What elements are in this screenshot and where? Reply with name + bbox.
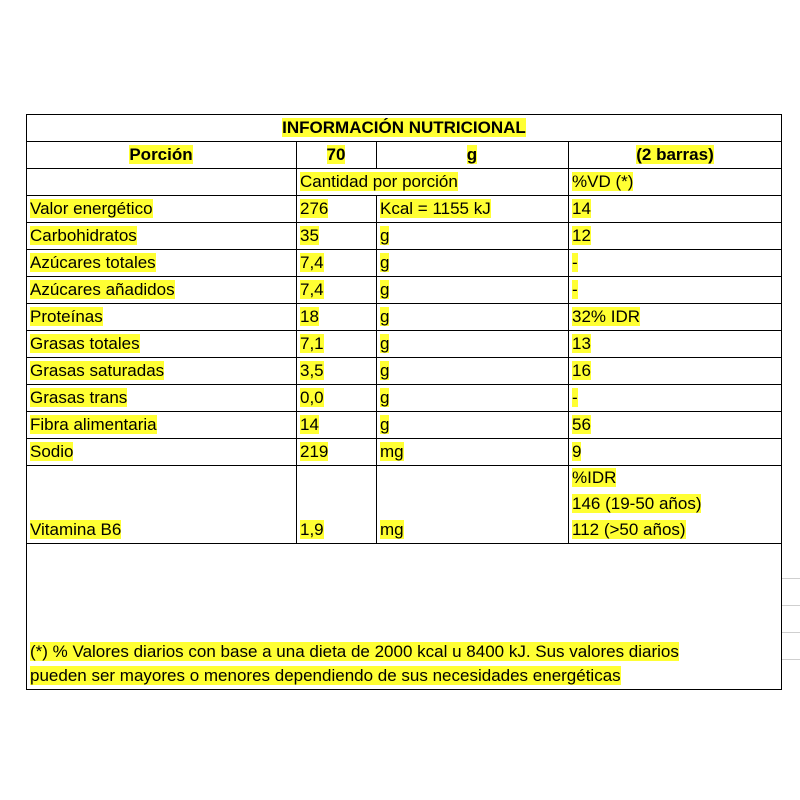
nutrient-amount: 7,4	[300, 253, 324, 272]
nutrient-unit: g	[380, 280, 390, 299]
nutrient-name: Grasas trans	[30, 388, 128, 407]
nutrient-unit-cell	[380, 226, 389, 246]
nutrient-name: Carbohidratos	[30, 226, 137, 245]
portion-amount-cell	[296, 145, 376, 165]
footnote-line-2	[30, 664, 621, 688]
nutrient-vd: 13	[572, 334, 591, 353]
nutrient-vd-cell	[572, 442, 581, 462]
nutrient-amount-cell	[300, 199, 328, 219]
title-text: INFORMACIÓN NUTRICIONAL	[282, 118, 526, 137]
nutrient-unit-cell	[380, 280, 389, 300]
nutrient-unit: mg	[380, 442, 404, 461]
row-divider	[26, 168, 782, 169]
nutrient-vd: 14	[572, 199, 591, 218]
nutrient-vd: 9	[572, 442, 582, 461]
nutrient-vd-cell	[572, 253, 578, 273]
nutrient-unit-cell	[380, 361, 389, 381]
nutrient-name: Fibra alimentaria	[30, 415, 157, 434]
nutrient-name: Grasas totales	[30, 334, 140, 353]
column-divider	[568, 141, 569, 543]
nutrient-name-cell	[30, 307, 103, 327]
nutrient-amount-cell	[300, 280, 324, 300]
nutrient-name-cell	[30, 415, 157, 435]
portion-unit: g	[466, 145, 478, 164]
nutrient-unit-cell	[380, 307, 389, 327]
nutrient-name: Proteínas	[30, 307, 103, 326]
vd-header: %VD (*)	[572, 172, 634, 191]
nutrient-amount-cell	[300, 388, 324, 408]
edge-mark	[782, 605, 800, 606]
nutrient-vd-cell	[572, 307, 640, 327]
nutrient-unit-cell	[380, 442, 404, 462]
nutrient-unit: g	[380, 361, 390, 380]
nutrient-unit-cell	[380, 199, 491, 219]
nutrient-name: Azúcares añadidos	[30, 280, 175, 299]
nutrient-vd-cell	[572, 388, 578, 408]
vitamin-idr-label: %IDR	[572, 468, 617, 487]
footnote-text-2: pueden ser mayores o menores dependiendo de sus necesidades energéticas	[30, 666, 621, 685]
nutrient-amount-cell	[300, 415, 319, 435]
vitamin-idr-adults: 146 (19-50 años)	[572, 494, 702, 513]
row-divider	[26, 384, 782, 385]
nutrient-vd: 12	[572, 226, 591, 245]
nutrient-vd-cell	[572, 361, 591, 381]
nutrient-unit: g	[380, 307, 390, 326]
row-divider	[26, 330, 782, 331]
nutrient-amount-cell	[300, 361, 324, 381]
row-divider	[26, 195, 782, 196]
portion-description-cell	[568, 145, 782, 165]
nutrient-name: Sodio	[30, 442, 74, 461]
nutrient-amount: 276	[300, 199, 329, 218]
nutrient-unit: g	[380, 226, 390, 245]
edge-mark	[782, 632, 800, 633]
nutrient-unit: Kcal = 1155 kJ	[380, 199, 491, 218]
nutrient-amount: 7,1	[300, 334, 324, 353]
nutrient-vd: -	[572, 280, 578, 299]
row-divider	[26, 303, 782, 304]
nutrient-name: Valor energético	[30, 199, 153, 218]
portion-description: (2 barras)	[636, 145, 714, 164]
vitamin-idr-seniors-cell	[572, 520, 686, 540]
vitamin-amount: 1,9	[300, 520, 324, 539]
nutrient-vd-cell	[572, 226, 591, 246]
nutrient-vd: -	[572, 253, 578, 272]
nutrient-name-cell	[30, 280, 175, 300]
nutrient-name-cell	[30, 253, 156, 273]
row-divider	[26, 141, 782, 142]
portion-amount: 70	[326, 145, 346, 164]
nutrient-vd-cell	[572, 199, 591, 219]
nutrient-name: Azúcares totales	[30, 253, 156, 272]
nutrient-amount: 0,0	[300, 388, 324, 407]
nutrient-amount-cell	[300, 253, 324, 273]
nutrient-vd-cell	[572, 334, 591, 354]
nutrient-amount: 35	[300, 226, 319, 245]
nutrient-amount-cell	[300, 334, 324, 354]
column-divider	[296, 141, 297, 543]
nutrient-unit-cell	[380, 415, 389, 435]
quantity-header: Cantidad por porción	[300, 172, 458, 191]
nutrient-vd: 56	[572, 415, 591, 434]
vitamin-name: Vitamina B6	[30, 520, 122, 539]
nutrient-unit-cell	[380, 253, 389, 273]
edge-mark	[782, 578, 800, 579]
nutrient-name-cell	[30, 199, 153, 219]
portion-unit-cell	[376, 145, 568, 165]
nutrient-unit: g	[380, 334, 390, 353]
nutrient-amount-cell	[300, 442, 328, 462]
nutrient-vd: 32% IDR	[572, 307, 641, 326]
vitamin-idr-label-cell	[572, 468, 616, 488]
nutrient-name-cell	[30, 226, 137, 246]
nutrient-name-cell	[30, 361, 164, 381]
nutrient-unit-cell	[380, 388, 389, 408]
portion-label: Porción	[129, 145, 193, 164]
nutrient-amount: 18	[300, 307, 319, 326]
footnote-text-1: (*) % Valores diarios con base a una dieta de 2000 kcal u 8400 kJ. Sus valores diarios	[30, 642, 679, 661]
nutrient-amount: 219	[300, 442, 329, 461]
vitamin-idr-adults-cell	[572, 494, 701, 514]
nutrient-amount-cell	[300, 226, 319, 246]
column-divider	[376, 195, 377, 543]
nutrient-unit-cell	[380, 334, 389, 354]
row-divider	[26, 249, 782, 250]
row-divider	[26, 438, 782, 439]
nutrient-unit: g	[380, 415, 390, 434]
row-divider	[26, 357, 782, 358]
edge-mark	[782, 659, 800, 660]
nutrient-name: Grasas saturadas	[30, 361, 165, 380]
vitamin-idr-seniors: 112 (>50 años)	[572, 520, 686, 539]
row-divider	[26, 411, 782, 412]
nutrient-name-cell	[30, 388, 127, 408]
portion-label-cell	[26, 145, 296, 165]
vd-header-cell	[572, 172, 633, 192]
vitamin-unit: mg	[380, 520, 404, 539]
row-divider	[26, 465, 782, 466]
quantity-header-cell	[300, 172, 458, 192]
nutrient-vd-cell	[572, 415, 591, 435]
nutrient-amount: 14	[300, 415, 319, 434]
vitamin-unit-cell	[380, 520, 404, 540]
row-divider	[26, 276, 782, 277]
nutrient-amount: 7,4	[300, 280, 324, 299]
vitamin-name-cell	[30, 520, 121, 540]
nutrient-vd: 16	[572, 361, 591, 380]
footnote-line-1	[30, 640, 679, 664]
nutrient-name-cell	[30, 334, 140, 354]
nutrient-amount: 3,5	[300, 361, 324, 380]
nutrient-vd: -	[572, 388, 578, 407]
nutrient-amount-cell	[300, 307, 319, 327]
nutrient-vd-cell	[572, 280, 578, 300]
nutrient-unit: g	[380, 388, 390, 407]
table-title	[0, 118, 800, 138]
row-divider	[26, 543, 782, 544]
row-divider	[26, 222, 782, 223]
nutrient-name-cell	[30, 442, 73, 462]
vitamin-amount-cell	[300, 520, 324, 540]
nutrient-unit: g	[380, 253, 390, 272]
